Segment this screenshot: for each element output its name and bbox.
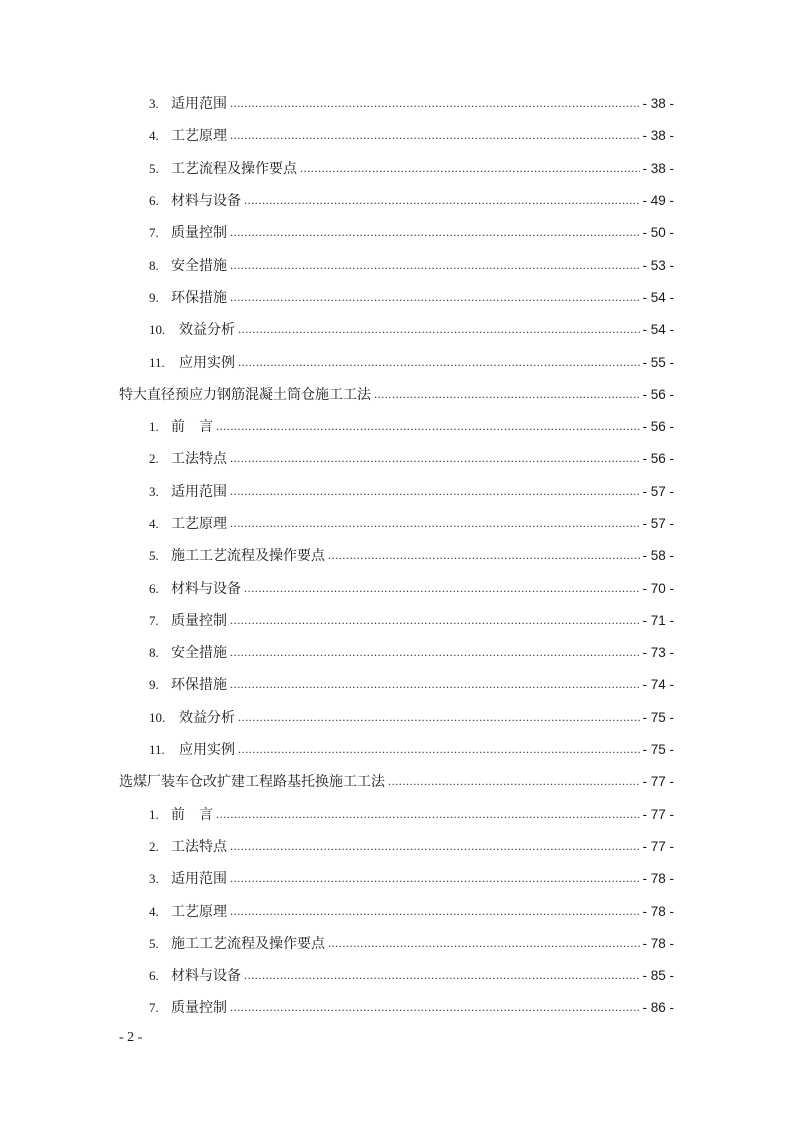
toc-dot-leader — [230, 514, 640, 532]
toc-entry-title: 工法特点 — [171, 838, 227, 855]
toc-entry-title: 应用实例 — [179, 354, 235, 371]
toc-entry-number: 7. — [149, 225, 159, 241]
toc-entry-text — [149, 515, 227, 533]
toc-section-entry[interactable] — [0, 734, 793, 766]
toc-dot-leader — [230, 902, 640, 920]
toc-page-number: - 77 - — [642, 838, 674, 854]
toc-entry-text — [149, 192, 241, 210]
toc-section-entry[interactable] — [0, 314, 793, 346]
toc-entry-number: 5. — [149, 160, 159, 176]
toc-entry-text — [149, 741, 235, 759]
toc-entry-text — [149, 999, 227, 1017]
toc-dot-leader — [374, 385, 640, 403]
toc-dot-leader — [230, 482, 640, 500]
toc-dot-leader — [328, 934, 640, 952]
toc-entry-number: 3. — [149, 483, 159, 499]
toc-page-number: - 71 - — [642, 612, 674, 628]
toc-entry-number: 3. — [149, 871, 159, 887]
toc-entry-text — [149, 935, 325, 953]
toc-entry-title: 工艺原理 — [171, 903, 227, 920]
toc-entry-title: 质量控制 — [171, 612, 227, 629]
toc-section-entry[interactable] — [0, 992, 793, 1024]
toc-entry-text — [149, 709, 235, 727]
toc-page-number: - 54 - — [642, 289, 674, 305]
toc-section-entry[interactable] — [0, 863, 793, 895]
toc-page-number: - 57 - — [642, 516, 674, 531]
toc-dot-leader — [230, 998, 640, 1016]
toc-page-number: - 56 - — [642, 386, 674, 402]
toc-section-entry[interactable] — [0, 637, 793, 669]
toc-section-entry[interactable] — [0, 443, 793, 475]
toc-section-entry[interactable] — [0, 411, 793, 443]
toc-entry-title: 选煤厂装车仓改扩建工程路基托换施工工法 — [119, 774, 385, 791]
toc-section-entry[interactable] — [0, 185, 793, 217]
toc-page-number: - 56 - — [642, 419, 674, 435]
toc-dot-leader — [300, 159, 640, 177]
toc-chapter-entry[interactable] — [0, 379, 793, 411]
toc-entry-title: 工法特点 — [171, 451, 227, 468]
toc-entry-text — [149, 967, 241, 985]
toc-section-entry[interactable] — [0, 540, 793, 572]
toc-entry-text — [149, 224, 227, 242]
toc-page-number: - 77 - — [642, 806, 674, 822]
toc-section-entry[interactable] — [0, 799, 793, 831]
toc-entry-title: 前 言 — [171, 806, 213, 823]
toc-entry-title: 适用范围 — [171, 871, 227, 888]
toc-dot-leader — [230, 611, 640, 629]
toc-entry-title: 材料与设备 — [171, 580, 241, 597]
toc-dot-leader — [230, 94, 640, 112]
toc-entry-text — [149, 450, 227, 468]
toc-entry-title: 安全措施 — [171, 645, 227, 662]
toc-entry-number: 8. — [149, 257, 159, 273]
toc-entry-number: 11. — [149, 354, 165, 370]
toc-page-number: - 86 - — [642, 1000, 674, 1016]
toc-entry-title: 前 言 — [171, 419, 213, 436]
toc-entry-title: 材料与设备 — [171, 193, 241, 210]
toc-entry-title: 环保措施 — [171, 289, 227, 306]
toc-section-entry[interactable] — [0, 282, 793, 314]
toc-entry-text — [149, 354, 235, 372]
toc-entry-text — [149, 644, 227, 662]
toc-section-entry[interactable] — [0, 928, 793, 960]
toc-page-number: - 70 - — [642, 580, 674, 596]
toc-section-entry[interactable] — [0, 669, 793, 701]
toc-page-number: - 57 - — [642, 483, 674, 499]
toc-entry-number: 6. — [149, 193, 159, 209]
toc-dot-leader — [230, 288, 640, 306]
toc-dot-leader — [244, 191, 640, 209]
toc-entry-text — [149, 127, 227, 145]
toc-entry-title: 安全措施 — [171, 257, 227, 274]
toc-page-number: - 77 - — [642, 774, 674, 790]
toc-entry-title: 特大直径预应力钢筋混凝土筒仓施工工法 — [119, 386, 371, 403]
toc-dot-leader — [230, 643, 640, 661]
toc-dot-leader — [230, 675, 640, 693]
toc-section-entry[interactable] — [0, 508, 793, 540]
toc-entry-text — [119, 773, 385, 791]
toc-entry-number: 9. — [149, 289, 159, 305]
toc-section-entry[interactable] — [0, 346, 793, 378]
toc-page-number: - 54 - — [642, 322, 674, 338]
toc-entry-number: 4. — [149, 903, 159, 919]
toc-page-number: - 58 - — [642, 548, 674, 564]
toc-dot-leader — [238, 740, 640, 758]
toc-page-number: - 73 - — [642, 645, 674, 661]
page-number: - 2 - — [119, 1030, 143, 1045]
toc-entry-title: 效益分析 — [179, 709, 235, 726]
toc-entry-title: 施工工艺流程及操作要点 — [171, 548, 325, 565]
toc-entry-title: 工艺流程及操作要点 — [171, 160, 297, 177]
toc-dot-leader — [388, 772, 640, 790]
toc-section-entry[interactable] — [0, 217, 793, 249]
toc-entry-text — [149, 289, 227, 307]
toc-entry-text — [149, 483, 227, 501]
toc-page-number: - 75 - — [642, 709, 674, 725]
toc-dot-leader — [216, 417, 640, 435]
toc-entry-text — [149, 418, 213, 436]
toc-section-entry[interactable] — [0, 702, 793, 734]
toc-dot-leader — [328, 546, 640, 564]
toc-page-number: - 53 - — [642, 257, 674, 273]
toc-entry-number: 11. — [149, 742, 165, 758]
toc-chapter-entry[interactable] — [0, 766, 793, 798]
toc-section-entry[interactable] — [0, 831, 793, 863]
toc-entry-text — [149, 612, 227, 630]
toc-section-entry[interactable] — [0, 249, 793, 281]
toc-entry-title: 应用实例 — [179, 742, 235, 759]
toc-dot-leader — [238, 320, 640, 338]
toc-dot-leader — [230, 256, 640, 274]
toc-entry-text — [149, 580, 241, 598]
toc-page-number: - 38 - — [642, 96, 674, 112]
toc-dot-leader — [230, 869, 640, 887]
toc-entry-text — [149, 257, 227, 275]
toc-entry-text — [119, 386, 371, 404]
toc-entry-number: 1. — [149, 806, 159, 822]
toc-entry-number: 5. — [149, 935, 159, 951]
toc-section-entry[interactable] — [0, 605, 793, 637]
toc-entry-text — [149, 95, 227, 113]
toc-entry-title: 材料与设备 — [171, 968, 241, 985]
toc-entry-title: 施工工艺流程及操作要点 — [171, 935, 325, 952]
toc-entry-title: 效益分析 — [179, 322, 235, 339]
toc-entry-number: 7. — [149, 612, 159, 628]
toc-entry-text — [149, 676, 227, 694]
toc-dot-leader — [238, 353, 640, 371]
toc-section-entry[interactable] — [0, 895, 793, 927]
toc-entry-text — [149, 160, 297, 178]
toc-page-number: - 78 - — [642, 871, 674, 887]
toc-entry-title: 工艺原理 — [171, 128, 227, 145]
toc-page-number: - 56 - — [642, 451, 674, 467]
toc-page-number: - 85 - — [642, 968, 674, 984]
toc-entry-number: 5. — [149, 548, 159, 564]
toc-dot-leader — [230, 837, 640, 855]
toc-entry-text — [149, 547, 325, 565]
toc-section-entry[interactable] — [0, 153, 793, 185]
toc-entry-number: 9. — [149, 677, 159, 693]
toc-entry-text — [149, 903, 227, 921]
toc-entry-number: 8. — [149, 645, 159, 661]
toc-entry-number: 3. — [149, 96, 159, 112]
toc-entry-number: 1. — [149, 419, 159, 435]
toc-entry-number: 7. — [149, 1000, 159, 1016]
toc-entry-number: 4. — [149, 516, 159, 531]
toc-entry-number: 4. — [149, 128, 159, 144]
toc-entry-title: 质量控制 — [171, 225, 227, 242]
toc-page-number: - 38 - — [642, 160, 674, 176]
toc-entry-number: 10. — [149, 322, 166, 338]
toc-entry-title: 环保措施 — [171, 677, 227, 694]
toc-entry-number: 6. — [149, 968, 159, 984]
toc-section-entry[interactable] — [0, 476, 793, 508]
toc-entry-number: 2. — [149, 838, 159, 854]
toc-page-number: - 55 - — [642, 354, 674, 370]
toc-entry-text — [149, 806, 213, 824]
toc-page-number: - 38 - — [642, 128, 674, 144]
toc-entry-title: 质量控制 — [171, 1000, 227, 1017]
toc-dot-leader — [238, 708, 640, 726]
toc-entry-title: 适用范围 — [171, 96, 227, 113]
toc-dot-leader — [230, 223, 640, 241]
toc-entry-number: 2. — [149, 451, 159, 467]
toc-section-entry[interactable] — [0, 120, 793, 152]
toc-entry-text — [149, 321, 235, 339]
toc-page-number: - 78 - — [642, 903, 674, 919]
toc-section-entry[interactable] — [0, 88, 793, 120]
toc-entry-text — [149, 838, 227, 856]
toc-page-number: - 74 - — [642, 677, 674, 693]
toc-entry-number: 10. — [149, 709, 166, 725]
toc-dot-leader — [216, 805, 640, 823]
toc-entry-number: 6. — [149, 580, 159, 596]
toc-entry-title: 适用范围 — [171, 483, 227, 500]
toc-section-entry[interactable] — [0, 572, 793, 604]
toc-entry-title: 工艺原理 — [171, 516, 227, 532]
toc-page-number: - 49 - — [642, 193, 674, 209]
toc-dot-leader — [230, 126, 640, 144]
toc-dot-leader — [230, 449, 640, 467]
toc-dot-leader — [244, 579, 640, 597]
toc-dot-leader — [244, 966, 640, 984]
table-of-contents — [0, 88, 793, 1025]
toc-entry-text — [149, 870, 227, 888]
toc-page-number: - 75 - — [642, 742, 674, 758]
toc-page-number: - 50 - — [642, 225, 674, 241]
toc-section-entry[interactable] — [0, 960, 793, 992]
toc-page-number: - 78 - — [642, 935, 674, 951]
